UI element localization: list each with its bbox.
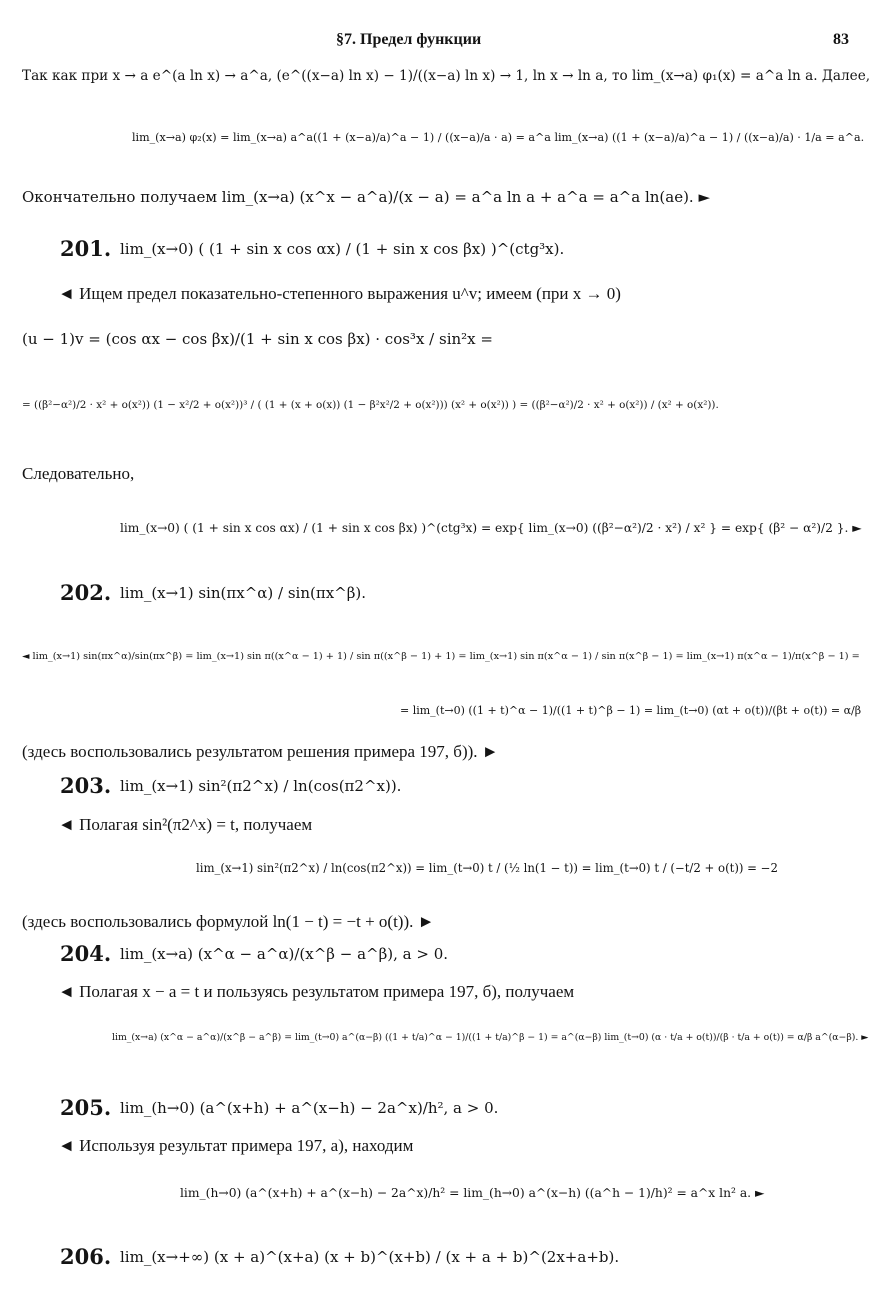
problem-statement: lim_(x→1) sin²(π2^x) / ln(cos(π2^x)). <box>120 777 402 795</box>
solution-line: ◄ lim_(x→1) sin(πx^α)/sin(πx^β) = lim_(x→1) sin π((x^α − 1) + 1) / sin π((x^β − 1) + 1) = lim_(x→1) sin π(x^α − 1) / sin π(x^β − 1) = lim_(x→1) π(x^α − 1)/π(x^β − 1) = <box>22 651 860 662</box>
intro-line-3: Окончательно получаем lim_(x→a) (x^x − a^a)/(x − a) = a^a ln a + a^a = a^a ln(ae). ► <box>22 188 710 206</box>
solution-line: lim_(x→a) (x^α − a^α)/(x^β − a^β) = lim_(t→0) a^(α−β) ((1 + t/a)^α − 1)/((1 + t/a)^β − 1) = a^(α−β) lim_(t→0) (α · t/a + o(t))/(β · t/a + o(t)) = α/β a^(α−β). ► <box>112 1032 869 1043</box>
problem-statement: lim_(x→1) sin(πx^α) / sin(πx^β). <box>120 584 367 602</box>
solution-line: ◄ Полагая sin²(π2^x) = t, получаем <box>58 815 313 834</box>
solution-line: = lim_(t→0) ((1 + t)^α − 1)/((1 + t)^β − 1) = lim_(t→0) (αt + o(t))/(βt + o(t)) = α/β <box>400 704 862 717</box>
solution-line: (здесь воспользовались результатом решения примера 197, б)). ► <box>22 742 499 761</box>
problem-number: 201. <box>60 236 112 261</box>
problem-statement: lim_(x→+∞) (x + a)^(x+a) (x + b)^(x+b) / (x + a + b)^(2x+a+b). <box>120 1248 620 1266</box>
solution-line: ◄ Полагая x − a = t и пользуясь результатом примера 197, б), получаем <box>58 982 575 1001</box>
solution-line: lim_(x→1) sin²(π2^x) / ln(cos(π2^x)) = lim_(t→0) t / (½ ln(1 − t)) = lim_(t→0) t / (−t/2 + o(t)) = −2 <box>196 861 778 875</box>
solution-line: = ((β²−α²)/2 · x² + o(x²)) (1 − x²/2 + o(x²))³ / ( (1 + (x + o(x)) (1 − β²x²/2 + o(x²))) (x² + o(x²)) ) = ((β²−α²)/2 · x² + o(x²)) / (x² + o(x²)). <box>22 399 719 411</box>
solution-line: lim_(x→0) ( (1 + sin x cos αx) / (1 + sin x cos βx) )^(ctg³x) = exp{ lim_(x→0) ((β²−α²)/2 · x²) / x² } = exp{ (β² − α²)/2 }. ► <box>120 521 862 535</box>
page-number: 83 <box>833 31 849 48</box>
intro-line-1: Так как при x → a e^(a ln x) → a^a, (e^((x−a) ln x) − 1)/((x−a) ln x) → 1, ln x → ln a, то lim_(x→a) φ₁(x) = a^a ln a. Далее, <box>22 68 871 84</box>
solution-line: ◄ Используя результат примера 197, а), находим <box>58 1136 414 1155</box>
problem-statement: lim_(x→a) (x^α − a^α)/(x^β − a^β), a > 0. <box>120 945 449 963</box>
problem-number: 202. <box>60 580 112 605</box>
solution-line: (здесь воспользовались формулой ln(1 − t) = −t + o(t)). ► <box>22 912 435 931</box>
problem-number: 206. <box>60 1244 112 1269</box>
problem-number: 203. <box>60 773 112 798</box>
problem-number: 204. <box>60 941 112 966</box>
problem-statement: lim_(x→0) ( (1 + sin x cos αx) / (1 + sin x cos βx) )^(ctg³x). <box>120 240 565 258</box>
solution-line: (u − 1)v = (cos αx − cos βx)/(1 + sin x cos βx) · cos³x / sin²x = <box>22 330 493 348</box>
solution-line: ◄ Ищем предел показательно-степенного выражения u^v; имеем (при x → 0) <box>58 284 621 303</box>
running-title: §7. Предел функции <box>336 31 482 48</box>
solution-line: Следовательно, <box>22 464 135 483</box>
problem-statement: lim_(h→0) (a^(x+h) + a^(x−h) − 2a^x)/h², a > 0. <box>120 1099 499 1117</box>
problem-number: 205. <box>60 1095 112 1120</box>
intro-line-2: lim_(x→a) φ₂(x) = lim_(x→a) a^a((1 + (x−a)/a)^a − 1) / ((x−a)/a · a) = a^a lim_(x→a) ((1 + (x−a)/a)^a − 1) / ((x−a)/a) · 1/a = a^a. <box>132 131 865 144</box>
solution-line: lim_(h→0) (a^(x+h) + a^(x−h) − 2a^x)/h² = lim_(h→0) a^(x−h) ((a^h − 1)/h)² = a^x ln² a. ► <box>180 1186 765 1200</box>
